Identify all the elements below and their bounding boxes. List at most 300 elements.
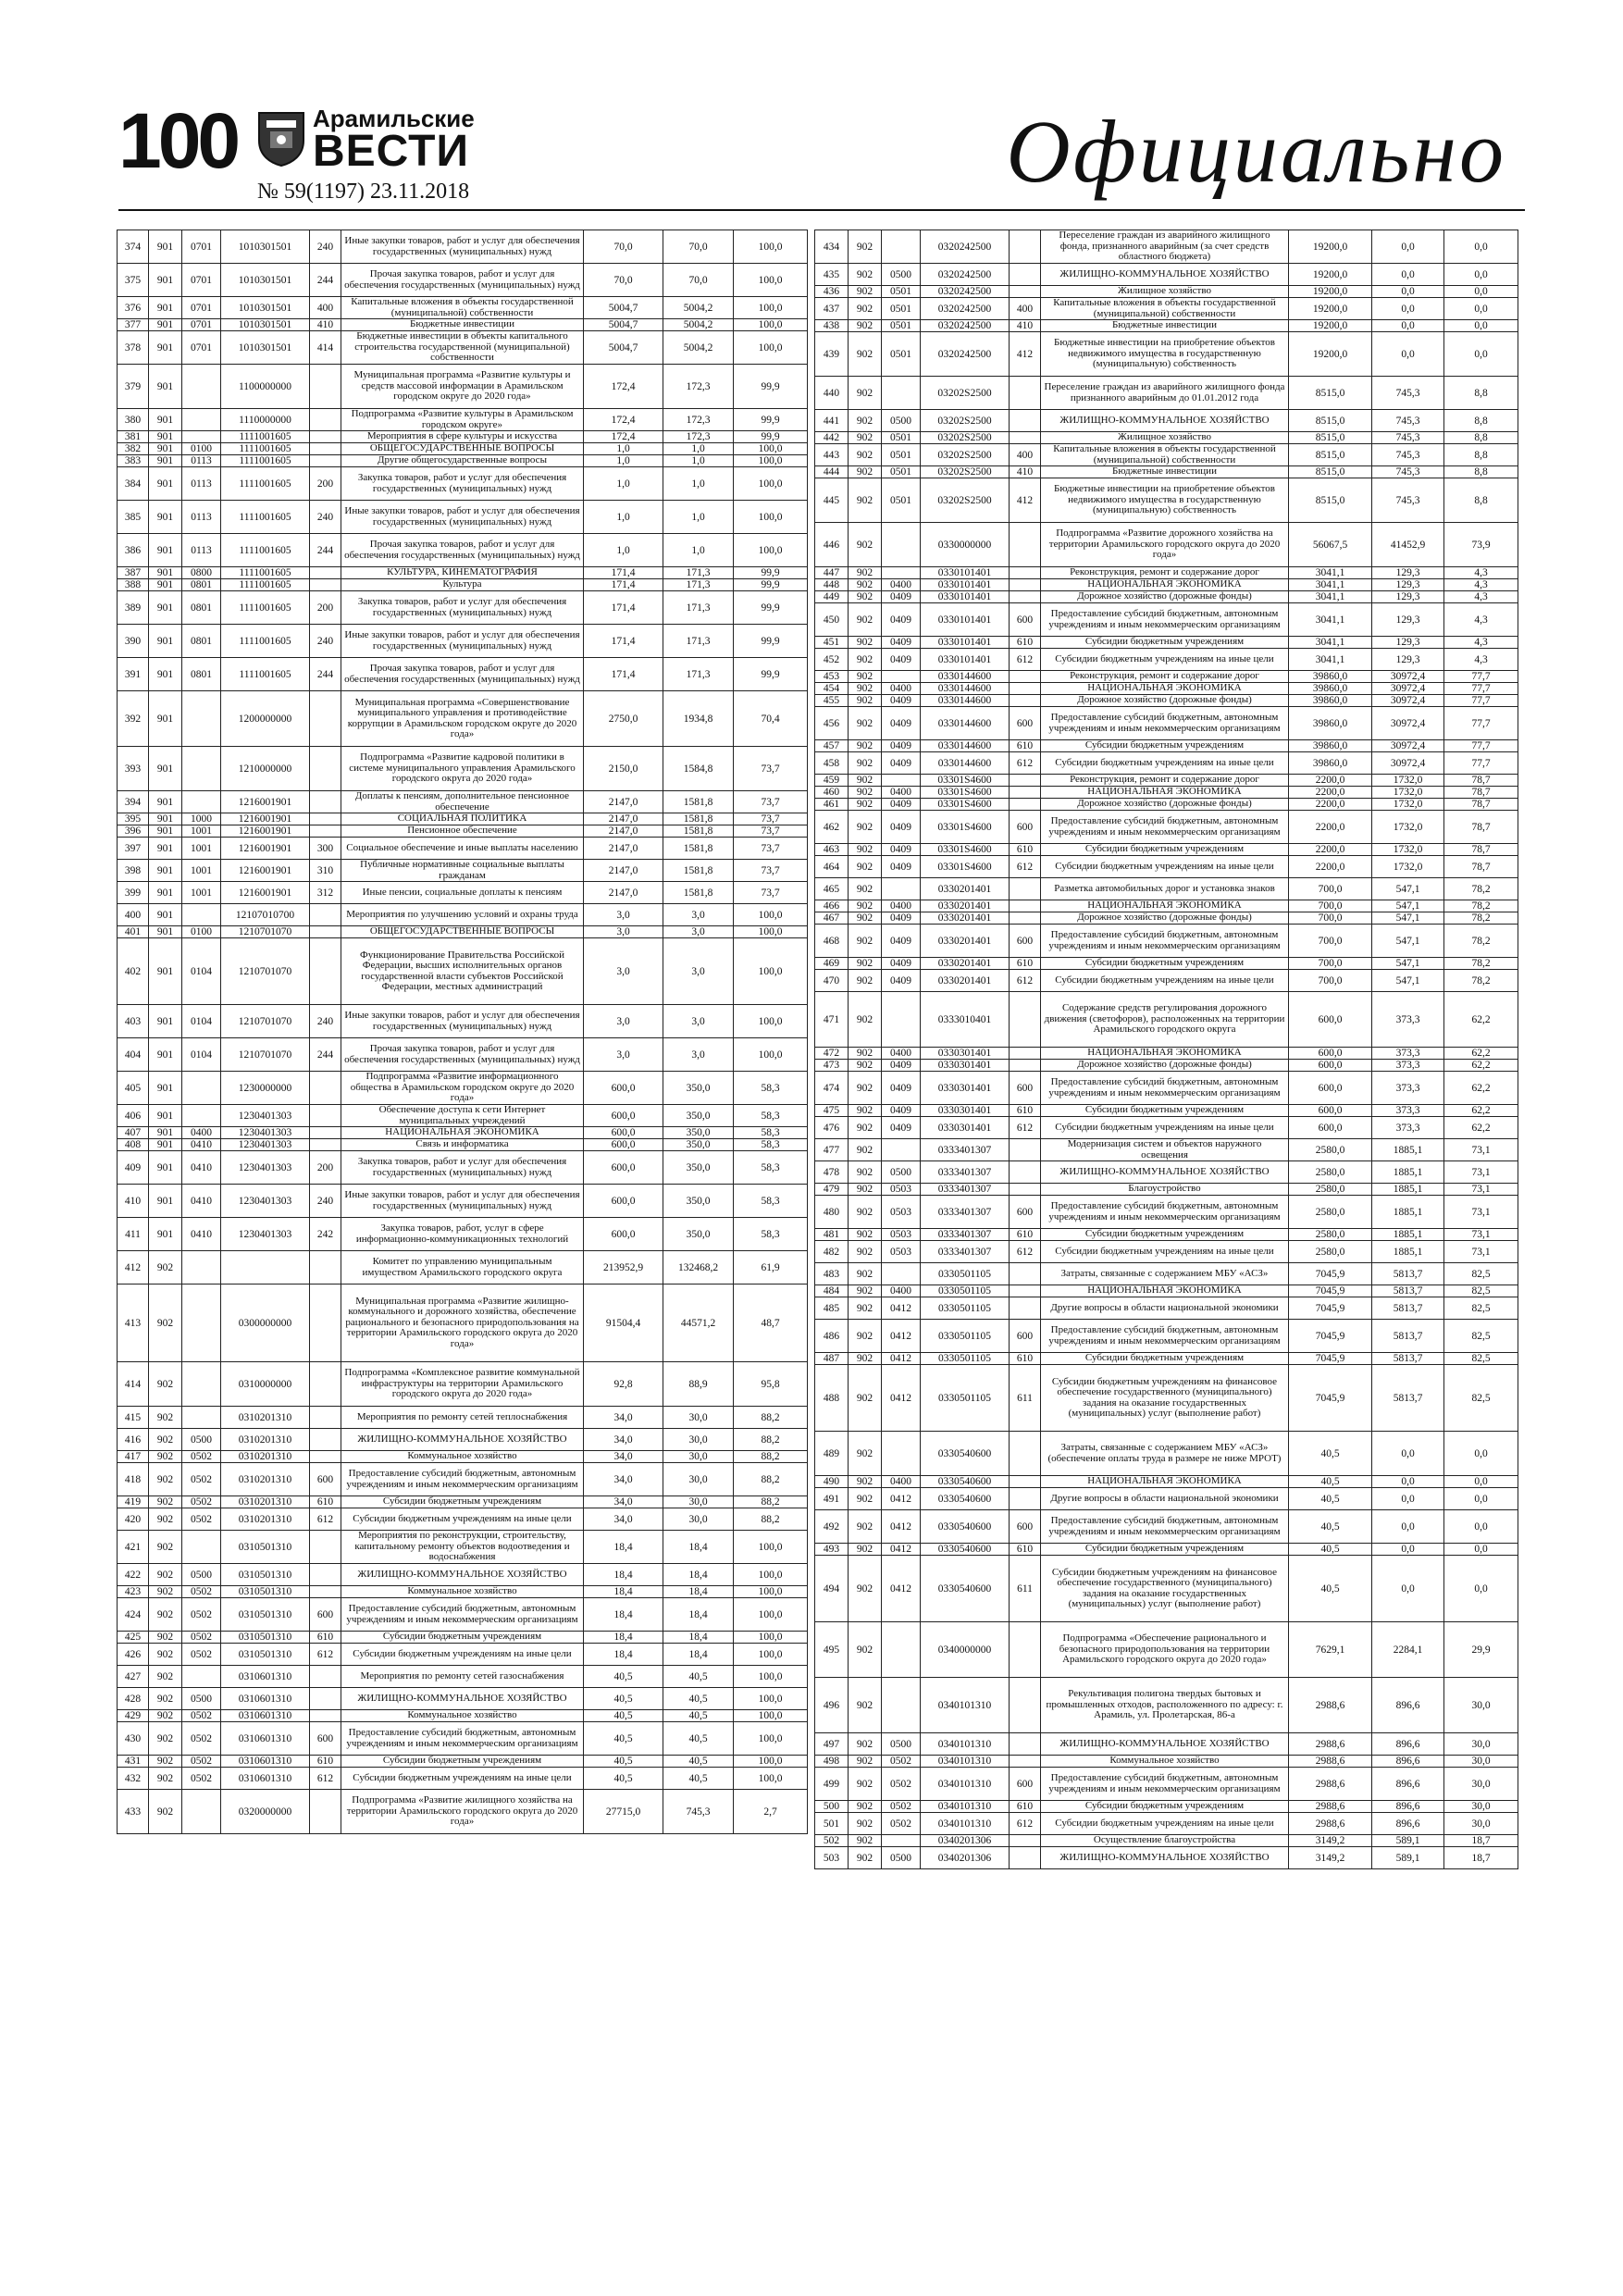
row-number: 446 — [815, 523, 849, 567]
expense-type-code: 612 — [1010, 1117, 1041, 1139]
target-article-code: 0310201310 — [221, 1407, 310, 1429]
row-number: 410 — [118, 1185, 149, 1218]
table-row — [118, 1139, 808, 1151]
section-code: 0502 — [182, 1756, 221, 1768]
section-code: 0412 — [882, 1297, 921, 1320]
executed-amount: 30,0 — [663, 1508, 734, 1531]
ministry-code: 901 — [149, 443, 182, 455]
target-article-code: 0333010401 — [921, 992, 1010, 1048]
expense-type-code — [310, 431, 341, 443]
ministry-code: 901 — [149, 365, 182, 409]
expense-type-code: 240 — [310, 1185, 341, 1218]
target-article-code: 0320242500 — [921, 286, 1010, 298]
execution-percent: 58,3 — [734, 1072, 808, 1105]
ministry-code: 902 — [849, 591, 882, 603]
section-code: 0501 — [882, 444, 921, 466]
section-code: 0400 — [182, 1127, 221, 1139]
execution-percent: 100,0 — [734, 501, 808, 534]
expense-type-code: 612 — [1010, 649, 1041, 671]
planned-amount: 3041,1 — [1289, 579, 1372, 591]
expense-type-code: 612 — [310, 1644, 341, 1666]
execution-percent: 29,9 — [1444, 1622, 1518, 1678]
target-article-code: 0330301401 — [921, 1060, 1010, 1072]
execution-percent: 77,7 — [1444, 707, 1518, 740]
table-row — [815, 1556, 1518, 1622]
row-number: 435 — [815, 264, 849, 286]
execution-percent: 88,2 — [734, 1451, 808, 1463]
executed-amount: 1581,8 — [663, 860, 734, 882]
table-row — [118, 1251, 808, 1285]
target-article-code: 1100000000 — [221, 365, 310, 409]
expense-type-code — [1010, 264, 1041, 286]
section-code: 0412 — [882, 1353, 921, 1365]
target-article-code: 1111001605 — [221, 501, 310, 534]
row-number: 454 — [815, 683, 849, 695]
table-row — [118, 1564, 808, 1586]
ministry-code: 902 — [849, 432, 882, 444]
item-name: Субсидии бюджетным учреждениям на иные цели — [1041, 649, 1289, 671]
item-name: Бюджетные инвестиции на приобретение объектов недвижимого имущества в государственную (муниципальную) собственность — [1041, 478, 1289, 523]
target-article-code: 0333401307 — [921, 1184, 1010, 1196]
execution-percent: 58,3 — [734, 1127, 808, 1139]
ministry-code: 902 — [849, 707, 882, 740]
row-number: 394 — [118, 791, 149, 813]
section-code: 0410 — [182, 1185, 221, 1218]
target-article-code: 1230401303 — [221, 1151, 310, 1185]
planned-amount: 3041,1 — [1289, 637, 1372, 649]
executed-amount: 1581,8 — [663, 813, 734, 825]
expense-type-code — [310, 1531, 341, 1564]
table-row — [815, 1072, 1518, 1105]
section-code: 0409 — [882, 1072, 921, 1105]
execution-percent: 100,0 — [734, 467, 808, 501]
section-code — [182, 904, 221, 926]
execution-percent: 0,0 — [1444, 264, 1518, 286]
expense-type-code: 610 — [1010, 740, 1041, 752]
executed-amount: 745,3 — [1372, 478, 1444, 523]
execution-percent: 100,0 — [734, 230, 808, 264]
section-code: 0501 — [882, 320, 921, 332]
table-row — [815, 1048, 1518, 1060]
expense-type-code: 244 — [310, 658, 341, 691]
executed-amount: 40,5 — [663, 1666, 734, 1688]
planned-amount: 700,0 — [1289, 912, 1372, 925]
section-code: 1000 — [182, 813, 221, 825]
item-name: Жилищное хозяйство — [1041, 286, 1289, 298]
execution-percent: 73,1 — [1444, 1139, 1518, 1161]
target-article-code: 0333401307 — [921, 1196, 1010, 1229]
item-name: Модернизация систем и объектов наружного освещения — [1041, 1139, 1289, 1161]
executed-amount: 1,0 — [663, 501, 734, 534]
target-article-code: 0310501310 — [221, 1598, 310, 1632]
target-article-code: 1111001605 — [221, 591, 310, 625]
expense-type-code — [1010, 1678, 1041, 1733]
target-article-code: 0340101310 — [921, 1756, 1010, 1768]
execution-percent: 73,7 — [734, 882, 808, 904]
table-row — [815, 1320, 1518, 1353]
section-code: 0500 — [182, 1429, 221, 1451]
section-code: 0409 — [882, 799, 921, 811]
ministry-code: 902 — [849, 799, 882, 811]
ministry-code: 902 — [849, 740, 882, 752]
table-row — [815, 1196, 1518, 1229]
expense-type-code — [1010, 286, 1041, 298]
executed-amount: 129,3 — [1372, 603, 1444, 637]
ministry-code: 901 — [149, 501, 182, 534]
table-row — [815, 478, 1518, 523]
table-row — [118, 1072, 808, 1105]
planned-amount: 27715,0 — [584, 1790, 663, 1834]
item-name: Субсидии бюджетным учреждениям — [1041, 1105, 1289, 1117]
executed-amount: 350,0 — [663, 1072, 734, 1105]
expense-type-code — [310, 825, 341, 838]
planned-amount: 700,0 — [1289, 900, 1372, 912]
table-row — [815, 1139, 1518, 1161]
target-article-code: 0330144600 — [921, 707, 1010, 740]
executed-amount: 172,3 — [663, 431, 734, 443]
ministry-code: 901 — [149, 534, 182, 567]
row-number: 460 — [815, 787, 849, 799]
expense-type-code: 300 — [310, 838, 341, 860]
executed-amount: 896,6 — [1372, 1768, 1444, 1801]
item-name: Реконструкция, ремонт и содержание дорог — [1041, 775, 1289, 787]
section-code: 0500 — [882, 1847, 921, 1869]
table-row — [118, 409, 808, 431]
section-code: 0701 — [182, 230, 221, 264]
expense-type-code: 600 — [310, 1463, 341, 1496]
execution-percent: 100,0 — [734, 1586, 808, 1598]
row-number: 469 — [815, 958, 849, 970]
item-name: Подпрограмма «Развитие жилищного хозяйства на территории Арамильского городского округа до 2020 года» — [341, 1790, 584, 1834]
table-row — [118, 791, 808, 813]
row-number: 466 — [815, 900, 849, 912]
item-name: Субсидии бюджетным учреждениям — [1041, 1353, 1289, 1365]
executed-amount: 30972,4 — [1372, 695, 1444, 707]
execution-percent: 77,7 — [1444, 683, 1518, 695]
expense-type-code — [1010, 1756, 1041, 1768]
planned-amount: 5004,7 — [584, 297, 663, 319]
target-article-code: 0330201401 — [921, 900, 1010, 912]
item-name: Другие вопросы в области национальной экономики — [1041, 1488, 1289, 1510]
executed-amount: 0,0 — [1372, 264, 1444, 286]
item-name: Социальное обеспечение и иные выплаты населению — [341, 838, 584, 860]
item-name: Субсидии бюджетным учреждениям — [341, 1496, 584, 1508]
row-number: 380 — [118, 409, 149, 431]
execution-percent: 99,9 — [734, 409, 808, 431]
execution-percent: 78,2 — [1444, 970, 1518, 992]
executed-amount: 1885,1 — [1372, 1139, 1444, 1161]
item-name: Подпрограмма «Развитие кадровой политики в системе муниципального управления Арамильского городского округа до 2020 года» — [341, 747, 584, 791]
item-name: Предоставление субсидий бюджетным, автономным учреждениям и иным некоммерческим организациям — [1041, 1768, 1289, 1801]
section-code: 0502 — [182, 1508, 221, 1531]
ministry-code: 902 — [849, 1847, 882, 1869]
planned-amount: 8515,0 — [1289, 432, 1372, 444]
section-code: 0100 — [182, 443, 221, 455]
row-number: 400 — [118, 904, 149, 926]
executed-amount: 373,3 — [1372, 1072, 1444, 1105]
row-number: 494 — [815, 1556, 849, 1622]
row-number: 495 — [815, 1622, 849, 1678]
ministry-code: 902 — [849, 900, 882, 912]
table-row — [118, 1768, 808, 1790]
section-code: 0400 — [882, 579, 921, 591]
item-name: НАЦИОНАЛЬНАЯ ЭКОНОМИКА — [1041, 579, 1289, 591]
executed-amount: 5004,2 — [663, 297, 734, 319]
target-article-code: 1010301501 — [221, 319, 310, 331]
expense-type-code: 310 — [310, 860, 341, 882]
table-row — [118, 365, 808, 409]
row-number: 426 — [118, 1644, 149, 1666]
section-code: 0502 — [182, 1632, 221, 1644]
execution-percent: 99,9 — [734, 658, 808, 691]
planned-amount: 3149,2 — [1289, 1847, 1372, 1869]
section-code: 0502 — [882, 1768, 921, 1801]
target-article-code: 0310501310 — [221, 1644, 310, 1666]
expense-type-code — [310, 1586, 341, 1598]
row-number: 401 — [118, 926, 149, 938]
execution-percent: 62,2 — [1444, 1117, 1518, 1139]
table-row — [118, 1496, 808, 1508]
section-code: 0104 — [182, 1038, 221, 1072]
executed-amount: 745,3 — [1372, 466, 1444, 478]
ministry-code: 902 — [149, 1688, 182, 1710]
expense-type-code: 612 — [1010, 752, 1041, 775]
table-row — [118, 579, 808, 591]
ministry-code: 902 — [849, 320, 882, 332]
row-number: 450 — [815, 603, 849, 637]
execution-percent: 73,1 — [1444, 1241, 1518, 1263]
table-row — [118, 813, 808, 825]
planned-amount: 3,0 — [584, 926, 663, 938]
newspaper-name-top: Арамильские — [313, 105, 475, 132]
expense-type-code — [310, 747, 341, 791]
table-row — [118, 1710, 808, 1722]
target-article-code: 0333401307 — [921, 1139, 1010, 1161]
expense-type-code: 600 — [1010, 925, 1041, 958]
planned-amount: 19200,0 — [1289, 332, 1372, 377]
expense-type-code: 600 — [310, 1722, 341, 1756]
executed-amount: 171,3 — [663, 625, 734, 658]
expense-type-code: 600 — [1010, 707, 1041, 740]
execution-percent: 88,2 — [734, 1508, 808, 1531]
row-number: 374 — [118, 230, 149, 264]
row-number: 437 — [815, 298, 849, 320]
table-row — [118, 467, 808, 501]
section-code: 0409 — [882, 637, 921, 649]
target-article-code: 0320242500 — [921, 264, 1010, 286]
planned-amount: 91504,4 — [584, 1285, 663, 1362]
expense-type-code — [1010, 1733, 1041, 1756]
target-article-code: 0310201310 — [221, 1508, 310, 1531]
ministry-code: 901 — [149, 264, 182, 297]
planned-amount: 3041,1 — [1289, 567, 1372, 579]
ministry-code: 902 — [149, 1598, 182, 1632]
execution-percent: 82,5 — [1444, 1365, 1518, 1432]
section-code — [882, 1678, 921, 1733]
executed-amount: 0,0 — [1372, 1544, 1444, 1556]
target-article-code: 0340101310 — [921, 1768, 1010, 1801]
item-name: Предоставление субсидий бюджетным, автономным учреждениям и иным некоммерческим организациям — [1041, 811, 1289, 844]
planned-amount: 7045,9 — [1289, 1320, 1372, 1353]
planned-amount: 600,0 — [584, 1072, 663, 1105]
expense-type-code — [310, 1105, 341, 1127]
execution-percent: 73,1 — [1444, 1229, 1518, 1241]
execution-percent: 73,7 — [734, 860, 808, 882]
ministry-code: 902 — [849, 637, 882, 649]
ministry-code: 902 — [849, 286, 882, 298]
expense-type-code — [310, 1407, 341, 1429]
item-name: Пенсионное обеспечение — [341, 825, 584, 838]
section-code: 0412 — [882, 1365, 921, 1432]
item-name: Субсидии бюджетным учреждениям на иные цели — [1041, 752, 1289, 775]
ministry-code: 901 — [149, 1005, 182, 1038]
ministry-code: 902 — [849, 1184, 882, 1196]
row-number: 467 — [815, 912, 849, 925]
section-code: 0503 — [882, 1184, 921, 1196]
item-name: Коммунальное хозяйство — [1041, 1756, 1289, 1768]
planned-amount: 600,0 — [584, 1185, 663, 1218]
item-name: Иные закупки товаров, работ и услуг для обеспечения государственных (муниципальных) нужд — [341, 501, 584, 534]
expense-type-code — [1010, 432, 1041, 444]
executed-amount: 2284,1 — [1372, 1622, 1444, 1678]
planned-amount: 2200,0 — [1289, 799, 1372, 811]
table-row — [815, 1488, 1518, 1510]
planned-amount: 1,0 — [584, 534, 663, 567]
row-number: 475 — [815, 1105, 849, 1117]
item-name: Прочая закупка товаров, работ и услуг для обеспечения государственных (муниципальных) нужд — [341, 1038, 584, 1072]
executed-amount: 1581,8 — [663, 825, 734, 838]
table-row — [815, 1297, 1518, 1320]
planned-amount: 39860,0 — [1289, 752, 1372, 775]
planned-amount: 3149,2 — [1289, 1835, 1372, 1847]
expense-type-code: 600 — [1010, 1768, 1041, 1801]
ministry-code: 902 — [849, 1048, 882, 1060]
execution-percent: 78,2 — [1444, 925, 1518, 958]
planned-amount: 600,0 — [584, 1127, 663, 1139]
expense-type-code — [310, 691, 341, 747]
item-name: Прочая закупка товаров, работ и услуг для обеспечения государственных (муниципальных) нужд — [341, 658, 584, 691]
expense-type-code — [1010, 799, 1041, 811]
target-article-code: 1216001901 — [221, 791, 310, 813]
item-name: Дорожное хозяйство (дорожные фонды) — [1041, 799, 1289, 811]
target-article-code: 0330540600 — [921, 1510, 1010, 1544]
table-row — [118, 230, 808, 264]
ministry-code: 902 — [149, 1508, 182, 1531]
item-name: Благоустройство — [1041, 1184, 1289, 1196]
planned-amount: 40,5 — [584, 1666, 663, 1688]
row-number: 499 — [815, 1768, 849, 1801]
target-article-code: 1230000000 — [221, 1072, 310, 1105]
table-row — [815, 637, 1518, 649]
target-article-code: 03202S2500 — [921, 478, 1010, 523]
table-row — [118, 860, 808, 882]
planned-amount: 171,4 — [584, 567, 663, 579]
executed-amount: 5813,7 — [1372, 1263, 1444, 1285]
planned-amount: 34,0 — [584, 1496, 663, 1508]
row-number: 422 — [118, 1564, 149, 1586]
table-row — [118, 591, 808, 625]
target-article-code: 0330101401 — [921, 567, 1010, 579]
executed-amount: 896,6 — [1372, 1801, 1444, 1813]
table-row — [815, 1285, 1518, 1297]
section-code: 0502 — [182, 1722, 221, 1756]
execution-percent: 77,7 — [1444, 695, 1518, 707]
target-article-code: 03202S2500 — [921, 377, 1010, 410]
execution-percent: 8,8 — [1444, 444, 1518, 466]
target-article-code: 0330301401 — [921, 1117, 1010, 1139]
item-name: Субсидии бюджетным учреждениям — [1041, 637, 1289, 649]
executed-amount: 171,3 — [663, 579, 734, 591]
item-name: ЖИЛИЩНО-КОММУНАЛЬНОЕ ХОЗЯЙСТВО — [341, 1429, 584, 1451]
row-number: 444 — [815, 466, 849, 478]
execution-percent: 0,0 — [1444, 320, 1518, 332]
table-row — [815, 683, 1518, 695]
expense-type-code — [1010, 900, 1041, 912]
table-row — [118, 1185, 808, 1218]
item-name: Разметка автомобильных дорог и установка знаков — [1041, 878, 1289, 900]
execution-percent: 82,5 — [1444, 1285, 1518, 1297]
planned-amount: 40,5 — [584, 1768, 663, 1790]
ministry-code: 901 — [149, 409, 182, 431]
ministry-code: 901 — [149, 431, 182, 443]
expense-type-code — [1010, 992, 1041, 1048]
ministry-code: 902 — [149, 1451, 182, 1463]
executed-amount: 896,6 — [1372, 1733, 1444, 1756]
planned-amount: 2147,0 — [584, 860, 663, 882]
execution-percent: 58,3 — [734, 1185, 808, 1218]
row-number: 443 — [815, 444, 849, 466]
section-code: 1001 — [182, 825, 221, 838]
ministry-code: 902 — [149, 1790, 182, 1834]
item-name: ЖИЛИЩНО-КОММУНАЛЬНОЕ ХОЗЯЙСТВО — [1041, 1847, 1289, 1869]
target-article-code: 0310201310 — [221, 1496, 310, 1508]
row-number: 416 — [118, 1429, 149, 1451]
table-row — [815, 1678, 1518, 1733]
item-name: ЖИЛИЩНО-КОММУНАЛЬНОЕ ХОЗЯЙСТВО — [1041, 264, 1289, 286]
execution-percent: 73,1 — [1444, 1184, 1518, 1196]
item-name: Комитет по управлению муниципальным имуществом Арамильского городского округа — [341, 1251, 584, 1285]
row-number: 397 — [118, 838, 149, 860]
row-number: 384 — [118, 467, 149, 501]
execution-percent: 73,7 — [734, 838, 808, 860]
row-number: 414 — [118, 1362, 149, 1407]
planned-amount: 1,0 — [584, 501, 663, 534]
execution-percent: 0,0 — [1444, 1544, 1518, 1556]
planned-amount: 600,0 — [1289, 992, 1372, 1048]
planned-amount: 600,0 — [584, 1151, 663, 1185]
planned-amount: 8515,0 — [1289, 410, 1372, 432]
planned-amount: 39860,0 — [1289, 707, 1372, 740]
section-code: 0412 — [882, 1544, 921, 1556]
expense-type-code: 244 — [310, 264, 341, 297]
executed-amount: 547,1 — [1372, 925, 1444, 958]
section-code — [182, 409, 221, 431]
execution-percent: 100,0 — [734, 1710, 808, 1722]
ministry-code: 902 — [849, 478, 882, 523]
table-row — [118, 1038, 808, 1072]
table-row — [118, 1722, 808, 1756]
ministry-code: 901 — [149, 926, 182, 938]
section-code — [182, 1790, 221, 1834]
planned-amount: 600,0 — [1289, 1072, 1372, 1105]
item-name: Другие общегосударственные вопросы — [341, 455, 584, 467]
section-code: 0400 — [882, 683, 921, 695]
executed-amount: 350,0 — [663, 1151, 734, 1185]
ministry-code: 902 — [849, 1072, 882, 1105]
executed-amount: 589,1 — [1372, 1835, 1444, 1847]
ministry-code: 902 — [849, 1353, 882, 1365]
ministry-code: 902 — [849, 1105, 882, 1117]
